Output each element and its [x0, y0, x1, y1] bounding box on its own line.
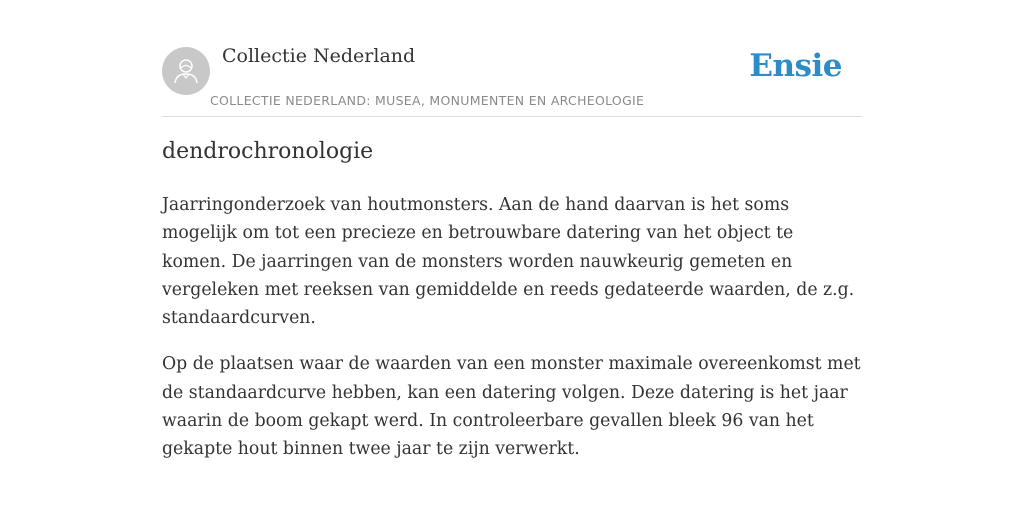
definition-paragraph: Op de plaatsen waar de waarden van een monster maximale overeenkomst met de standaardcurve hebben, kan een datering volgen. Deze datering is het jaar waarin de boom gekapt werd. In controleerbare gevallen bleek 96 van het gekapte hout binnen twee jaar te zijn verwerkt. — [162, 354, 861, 460]
entry-definition — [162, 191, 862, 482]
page-header — [162, 0, 862, 117]
definition-paragraph: Jaarringonderzoek van houtmonsters. Aan de hand daarvan is het soms mogelijk om tot een precieze en betrouwbare datering van het object te komen. De jaarringen van de monsters worden nauwkeurig gemeten en vergeleken met reeksen van gemiddelde en reeds gedateerde waarden, de z.g. standaardcurven. — [162, 195, 855, 329]
ensie-logo[interactable]: Ensie — [749, 48, 842, 84]
author-name-link[interactable]: Collectie Nederland — [222, 45, 416, 67]
user-silhouette-icon — [171, 56, 201, 86]
source-link[interactable]: COLLECTIE NEDERLAND: MUSEA, MONUMENTEN EN ARCHEOLOGIE — [210, 93, 645, 108]
author-avatar[interactable] — [162, 47, 210, 95]
entry-term: dendrochronologie — [162, 139, 374, 164]
